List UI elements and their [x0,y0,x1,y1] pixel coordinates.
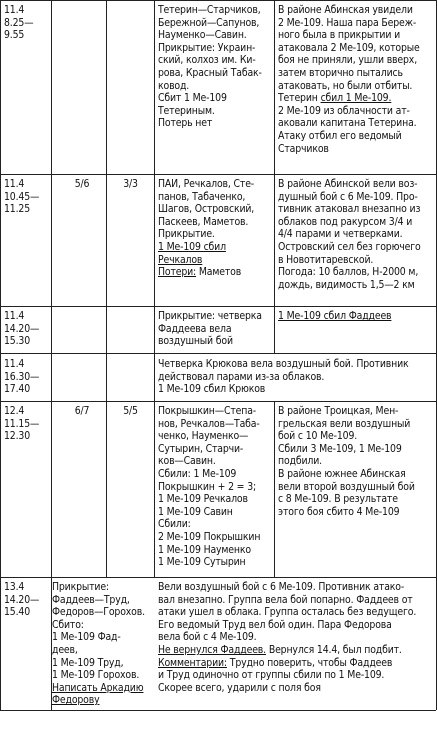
row1-composition [158,4,272,130]
text-segment: Четверка Крюкова вела воздушный бой. Противник действовал парами из-за облаков. 1 Ме-109 сбил Крюков [158,358,409,396]
text-segment: Вернулся 14.4, был подбит. [268,643,402,656]
text-segment: Вели воздушный бой с 6 Ме-109. Противник атако- вал внезапно. Группа вела бой попарно. Фаддеев от атаки ушел в облака. Группа осталась без ведущего. Его ведомый Труд вел бой один. Пара Федорова вела бой с 4 Ме-109. [158,581,417,644]
row4-description [158,358,434,396]
row1-date: 11.4 8.25— 9.55 [4,4,34,42]
row6-date: 13.4 14.20— 15.40 [4,581,40,619]
row5-composition [158,405,272,569]
grid-line [106,0,107,577]
text-segment: ПАИ, Речкалов, Сте- панов, Табаченко, Шагов, Островский, Паскеев, Маметов. Прикрытие. [158,178,255,241]
underlined-text: Написать Аркадию Федорову [52,681,144,707]
row2-description [278,178,434,291]
text-segment: Трудно поверить, чтобы Фаддеев и Труд одиночно от группы сбили по 1 Ме-109. Скорее всего, ударили с поля боя [158,656,393,694]
row3-date: 11.4 14.20— 15.30 [4,310,40,348]
grid-line [274,401,275,577]
row5-planes: 6/7 [74,405,90,417]
underlined-text: 1 Ме-109 сбил Речкалов [158,240,226,266]
text-segment: В районе Троицкая, Мен- грельская вели воздушный бой с 10 Ме-109. Сбили 3 Ме-109, 1 Ме-109 подбили. В районе южнее Абинская вели второй воздушный бой с 8 Ме-109. В результате этого боя сбито 4 Ме-109 [278,405,415,518]
grid-line [0,577,436,578]
row4-date: 11.4 16.30— 17.40 [4,358,40,396]
text-segment: Прикрытие: четверка Фаддеева вела воздушный бой [158,310,262,348]
grid-line [0,306,436,307]
grid-line [0,0,436,1]
row1-description [278,4,434,155]
underlined-text: Не вернулся Фаддеев. [158,643,266,656]
underlined-text: сбил 1 Ме-109. [320,92,392,105]
row2-date: 11.4 10.45— 11.25 [4,178,40,216]
row6-composition [52,581,154,707]
text-segment: Тетерин—Старчиков, Бережной—Сапунов, Науменко—Савин. Прикрытие: Украин- ский, колхоз им. Ки- рова, Красный Табак- ковод. Сбит 1 Ме-109 Тетериным. Потерь нет [158,4,262,130]
row3-composition [158,310,272,348]
row6-description [158,581,435,694]
text-segment: Прикрытие: Фаддеев—Труд, Федоров—Горохов. Сбито: 1 Ме-109 Фад- деев, 1 Ме-109 Труд, 1 Ме-109 Горохов. [52,581,145,682]
text-segment: В районе Абинской вели воз- душный бой с 6 Ме-109. Про- тивник атаковал внезапно из облаков под ракурсом 3/4 и 4/4 парами и четверками. Островский сел без горючего в Новотитаревской. Погода: 10 баллов, Н-2000 м, дождь, видимость 1,5—2 км [278,178,421,291]
grid-line [0,401,436,402]
row2-composition [158,178,272,279]
text-segment: 2 Ме-109 из облачности ат- аковали капитана Тетерина. Атаку отбил его ведомый Старчиков [278,104,417,155]
text-segment: Покрышкин—Степа- нов, Речкалов—Таба- ченко, Науменко— Сутырин, Старчи- ков—Савин. Сбили: 1 Ме-109 Покрышкин + 2 = 3; 1 Ме-109 Речкалов 1 Ме-109 Савин Сбили: 2 Ме-109 Покрышкин 1 Ме-109 Науменко 1 Ме-109 Сутырин [158,405,261,569]
grid-line [154,0,155,577]
underlined-text: 1 Ме-109 сбил Фаддеев [278,310,392,322]
grid-line [0,353,436,354]
row5-groups: 5/5 [123,405,138,417]
grid-line [0,0,1,710]
row2-planes: 5/6 [74,178,90,190]
text-segment: Маметов [196,266,242,279]
grid-line [0,710,436,711]
grid-line [274,0,275,353]
row3-description [278,310,434,323]
underlined-text: Потери: [158,266,197,279]
grid-line [0,174,436,175]
row5-description [278,405,434,518]
underlined-text: Комментарии: [158,656,227,669]
row2-groups: 3/3 [123,178,138,190]
text-segment: В районе Абинская увидели 2 Ме-109. Наша пара Береж- ного была в прикрытии и атаковала 2 Ме-109, которые боя не приняли, ушли вверх, затем вторично пытались атаковать, но были отбиты. Тетерин [278,4,420,105]
row5-date: 12.4 11.15— 12.30 [4,405,40,443]
